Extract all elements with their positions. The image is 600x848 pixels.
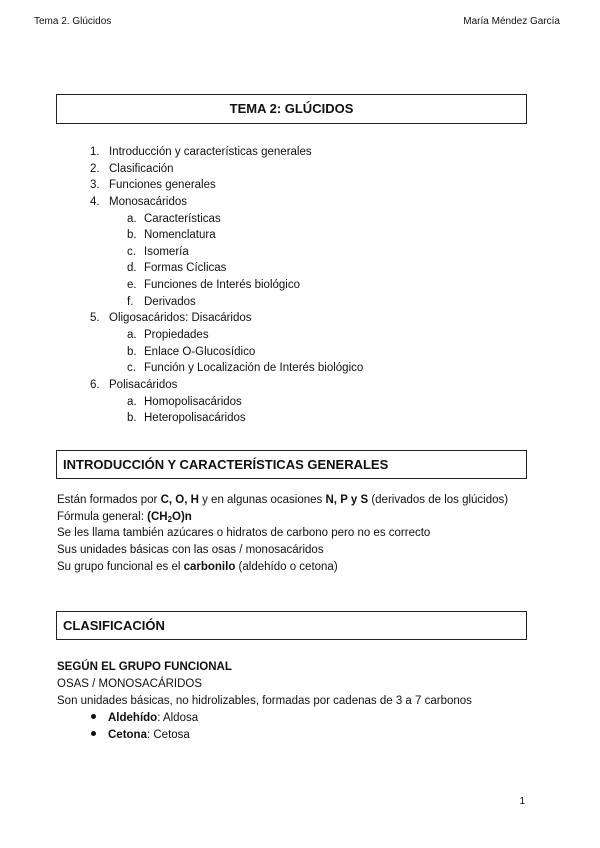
toc-sub-label: Características xyxy=(144,212,221,225)
intro-line-units: Sus unidades básicas con las osas / monosacáridos xyxy=(57,544,324,557)
bullet-icon xyxy=(91,714,96,719)
text-run: (derivados de los glúcidos) xyxy=(368,494,509,506)
page-number: 1 xyxy=(519,796,525,807)
toc-subitem xyxy=(90,277,363,294)
toc-item xyxy=(90,161,363,178)
bold-elements: C, O, H xyxy=(160,494,199,506)
list-item xyxy=(91,727,198,744)
toc-sub-letter: b. xyxy=(127,229,137,242)
subsection-heading-text: SEGÚN EL GRUPO FUNCIONAL xyxy=(57,661,232,673)
toc-sub-letter: a. xyxy=(127,212,137,225)
toc-subitem xyxy=(90,294,363,311)
toc-label: Clasificación xyxy=(109,162,174,175)
table-of-contents xyxy=(90,144,363,427)
bullet-text: : Cetosa xyxy=(146,729,190,741)
toc-sub-label: Enlace O-Glucosídico xyxy=(144,345,256,358)
document-title: TEMA 2: GLÚCIDOS xyxy=(56,94,527,124)
toc-sub-label: Isomería xyxy=(144,245,189,258)
section-heading-introduccion: INTRODUCCIÓN Y CARACTERÍSTICAS GENERALES xyxy=(56,450,527,479)
toc-sub-label: Formas Cíclicas xyxy=(144,262,227,275)
toc-sub-letter: b. xyxy=(127,345,137,358)
text-run: y en algunas ocasiones xyxy=(198,494,326,506)
toc-sub-label: Homopolisacáridos xyxy=(144,395,242,408)
toc-number: 1. xyxy=(90,146,100,158)
toc-sub-letter: e. xyxy=(127,279,137,292)
toc-sub-letter: c. xyxy=(127,245,136,258)
toc-subitem xyxy=(90,260,363,277)
toc-number: 6. xyxy=(90,378,100,391)
bullet-text: : Aldosa xyxy=(157,712,199,724)
toc-sub-label: Función y Localización de Interés biológico xyxy=(144,362,364,375)
intro-line-composition xyxy=(57,492,508,509)
text-run: Fórmula general: xyxy=(57,510,148,523)
toc-subitem xyxy=(90,410,363,427)
toc-item xyxy=(90,310,363,327)
toc-sub-label: Funciones de Interés biológico xyxy=(144,279,300,292)
toc-label: Oligosacáridos: Disacáridos xyxy=(109,312,252,325)
general-formula xyxy=(147,511,192,523)
toc-label: Funciones generales xyxy=(109,179,216,192)
toc-sub-letter: d. xyxy=(127,262,137,275)
formula-subscript: 2 xyxy=(167,514,173,524)
text-run: (aldehído o cetona) xyxy=(235,560,338,573)
toc-subitem xyxy=(90,360,363,377)
toc-sub-letter: f. xyxy=(127,295,134,308)
subsection-heading xyxy=(57,659,472,676)
bullet-term: Aldehído xyxy=(108,712,158,724)
toc-item xyxy=(90,144,363,161)
toc-item xyxy=(90,177,363,194)
toc-subitem xyxy=(90,327,363,344)
list-item xyxy=(91,710,198,727)
toc-label: Monosacáridos xyxy=(109,195,187,208)
running-header-left: Tema 2. Glúcidos xyxy=(34,16,112,27)
bold-term: carbonilo xyxy=(183,560,236,573)
text-run: Están formados por xyxy=(57,494,161,506)
toc-number: 2. xyxy=(90,162,100,175)
toc-sub-label: Nomenclatura xyxy=(144,229,216,242)
toc-label: Polisacáridos xyxy=(109,378,178,391)
toc-sub-letter: a. xyxy=(127,329,137,342)
toc-item xyxy=(90,377,363,394)
toc-sub-letter: b. xyxy=(127,412,137,425)
intro-line-names: Se les llama también azúcares o hidratos de carbono pero no es correcto xyxy=(57,527,431,540)
toc-subitem xyxy=(90,211,363,228)
bullet-term: Cetona xyxy=(108,729,147,741)
toc-sub-letter: a. xyxy=(127,395,137,408)
toc-number: 3. xyxy=(90,179,100,192)
toc-subitem xyxy=(90,344,363,361)
kind-label: OSAS / MONOSACÁRIDOS xyxy=(57,678,203,690)
intro-line-formula xyxy=(57,509,508,526)
text-run: Su grupo funcional es el xyxy=(57,560,184,573)
formula-part: (CH xyxy=(147,510,168,523)
toc-sub-label: Propiedades xyxy=(144,329,209,342)
toc-subitem xyxy=(90,227,363,244)
toc-number: 4. xyxy=(90,195,100,208)
toc-sub-label: Derivados xyxy=(144,295,196,308)
section-heading-clasificacion: CLASIFICACIÓN xyxy=(56,611,527,640)
toc-subitem xyxy=(90,394,363,411)
bold-elements: N, P y S xyxy=(325,494,369,506)
toc-item xyxy=(90,194,363,211)
toc-sub-label: Heteropolisacáridos xyxy=(144,412,246,425)
intro-paragraph xyxy=(57,492,508,575)
bullet-icon xyxy=(91,731,96,736)
kind-description: Son unidades básicas, no hidrolizables, formadas por cadenas de 3 a 7 carbonos xyxy=(57,695,472,707)
toc-label: Introducción y características generales xyxy=(109,146,312,158)
formula-part: O)n xyxy=(172,510,192,523)
clasificacion-body xyxy=(57,659,472,710)
running-header-right: María Méndez García xyxy=(463,16,560,27)
toc-number: 5. xyxy=(90,312,100,325)
toc-sub-letter: c. xyxy=(127,362,136,375)
intro-line-group xyxy=(57,559,508,576)
toc-subitem xyxy=(90,244,363,261)
bullet-list xyxy=(91,710,198,744)
